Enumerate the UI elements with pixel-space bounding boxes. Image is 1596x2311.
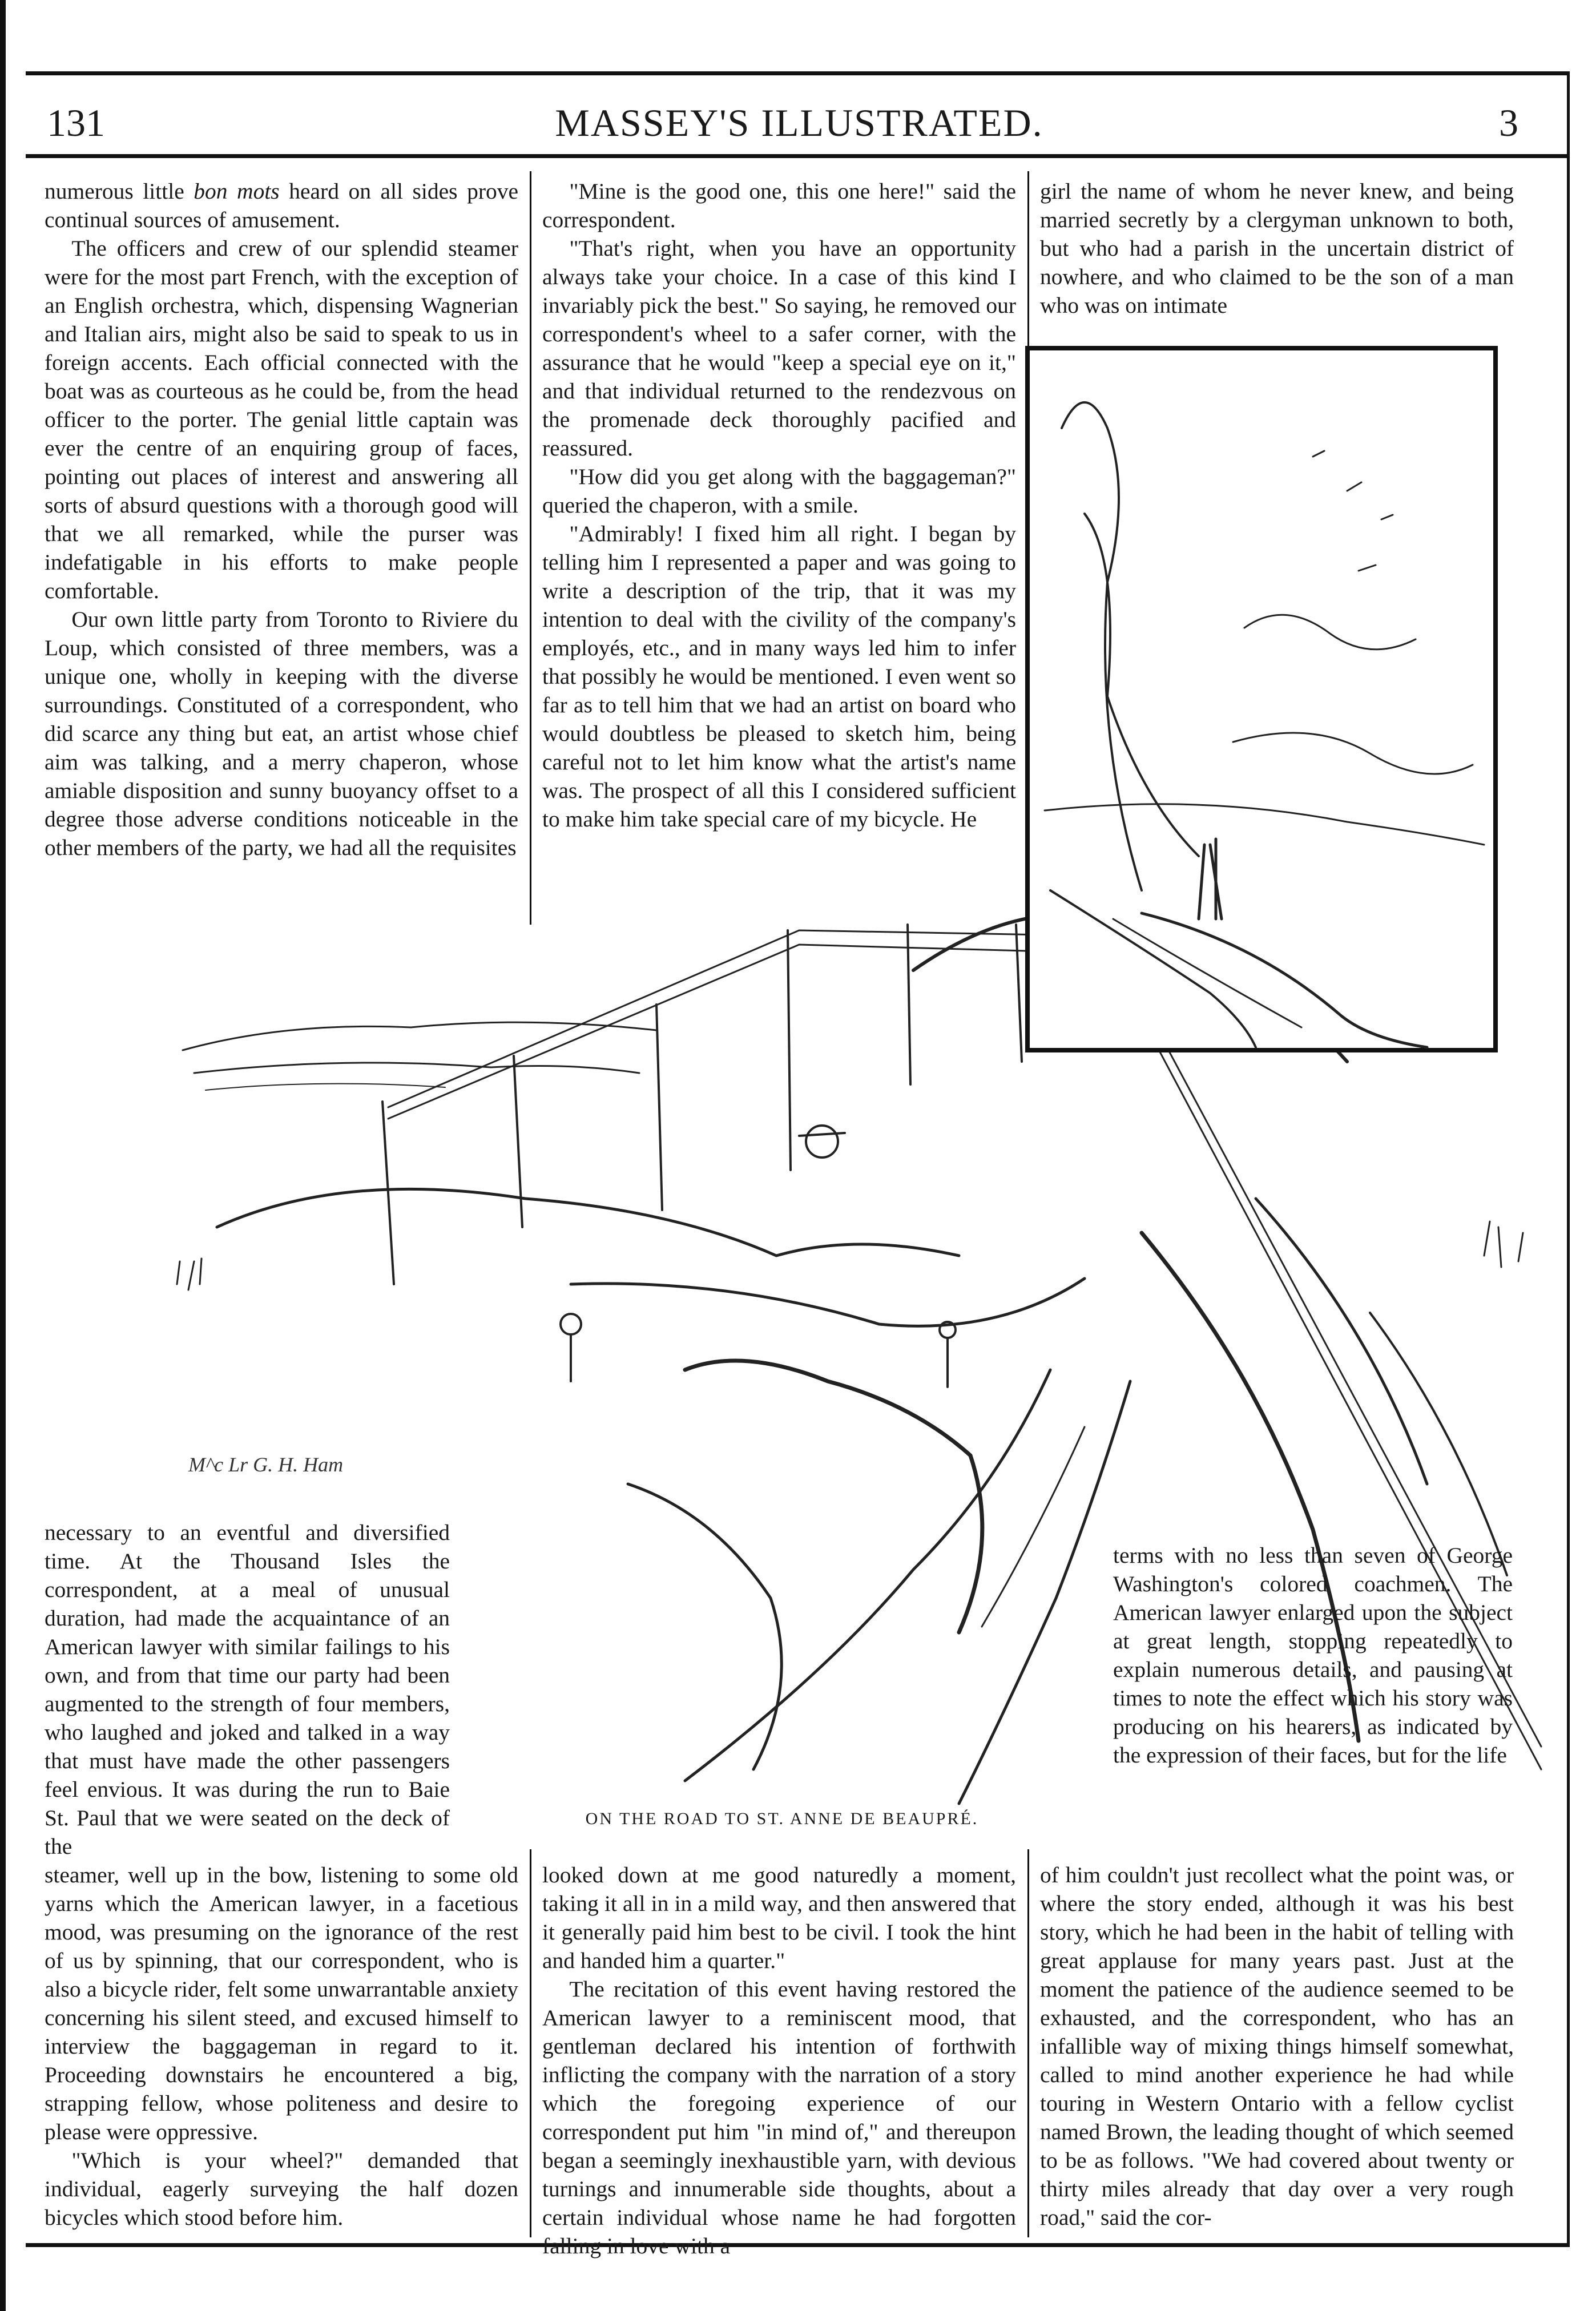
page-number-left: 131 xyxy=(47,101,105,144)
left-border xyxy=(0,0,6,2311)
text: heard on all sides prove continual sources of amusement. xyxy=(45,179,519,232)
artist-signature: M^c Lr G. H. Ham xyxy=(188,1453,344,1476)
paragraph: The recitation of this event having restored the American lawyer to a reminiscent mood, that gentleman declared his intention of forthwith inflicting the company with the narration of a story which the foregoing experience of our correspondent put him "in mind of," and thereupon began a seemingly inexhaustible yarn, with devious turnings and innumerable side thoughts, about a certain individual whose name he had forgotten falling in love with a xyxy=(542,1977,1016,2258)
article-column-3-bottom xyxy=(1040,1861,1514,2232)
page-number-right: 3 xyxy=(1499,101,1518,144)
article-column-3-mid xyxy=(1113,1541,1513,1769)
paragraph: "Admirably! I fixed him all right. I began by telling him I represented a paper and was going to write a description of the trip, that it was my intention to deal with the civility of the company's employés, etc., and in many ways led him to infer that possibly he would be mentioned. I even went so far as to tell him that we had an artist on board who would doubtless be pleased to sketch him, being careful not to let him know what the artist's name was. The prospect of all this I considered sufficient to make him take special care of my bicycle. He xyxy=(542,521,1016,832)
paragraph xyxy=(45,177,518,234)
article-column-3-top xyxy=(1040,177,1514,320)
paragraph: Our own little party from Toronto to Riviere du Loup, which consisted of three members, was a unique one, wholly in keeping with the diverse surroundings. Constituted of a correspondent, who did scarce any thing but eat, an artist whose chief aim was talking, and a merry chaperon, whose amiable disposition and sunny buoyancy offset to a degree those adverse conditions noticeable in the other members of the party, we had all the requisites xyxy=(45,607,518,860)
text: numerous little xyxy=(45,179,194,204)
paragraph: The officers and crew of our splendid steamer were for the most part French, with the exception of an English orchestra, which, dispensing Wagnerian and Italian airs, might also be said to speak to us in foreign accents. Each official connected with the boat was as courteous as he could be, from the head officer to the porter. The genial little captain was ever the centre of an enquiring group of faces, pointing out places of interest and answering all sorts of absurd questions with a thorough good will that we all remarked, while the purser was indefatigable in his efforts to make people comfortable. xyxy=(45,236,518,603)
article-column-1-mid xyxy=(45,1518,450,1861)
column-divider-1-bottom xyxy=(530,1849,531,2237)
article-column-1-bottom xyxy=(45,1861,518,2232)
paragraph: "How did you get along with the baggageman?" queried the chaperon, with a smile. xyxy=(542,464,1016,518)
paragraph: "That's right, when you have an opportunity always take your choice. In a case of this kind I invariably pick the best." So saying, he removed our correspondent's wheel to a safer corner, with the assurance that he would "keep a special eye on it," and that individual returned to the rendezvous on the promenade deck thoroughly pacified and reassured. xyxy=(542,236,1016,461)
masthead-title: MASSEY'S ILLUSTRATED. xyxy=(555,101,1043,144)
paragraph: steamer, well up in the bow, listening to some old yarns which the American lawyer, in a facetious mood, was presuming on the ignorance of the rest of us by spinning, that our correspondent, who is also a bicycle rider, felt some unwarrantable anxiety concerning his silent steed, and excused himself to interview the baggageman in regard to it. Proceeding downstairs he encountered a big, strapping fellow, whose politeness and desire to please were oppressive. xyxy=(45,1862,518,2144)
right-border xyxy=(1567,71,1570,2247)
paragraph: girl the name of whom he never knew, and being married secretly by a clergyman unknown to both, but who had a parish in the uncertain district of nowhere, and who claimed to be the son of a man who was on intimate xyxy=(1040,179,1514,318)
article-column-2-bottom xyxy=(542,1861,1016,2260)
paragraph: "Mine is the good one, this one here!" said the correspondent. xyxy=(542,179,1016,232)
column-divider-2-bottom xyxy=(1027,1849,1029,2237)
paragraph: terms with no less than seven of George Washington's colored coachmen. The American lawyer enlarged upon the subject at great length, stopping repeatedly to explain numerous details, and pausing at times to note the effect which his story was producing on his hearers, as indicated by the expression of their faces, but for the life xyxy=(1113,1543,1513,1768)
illustration-caption: ON THE ROAD TO ST. ANNE DE BEAUPRÉ. xyxy=(585,1809,979,1828)
top-rule xyxy=(26,71,1567,75)
italic-phrase: bon mots xyxy=(194,179,280,204)
paragraph: of him couldn't just recollect what the point was, or where the story ended, although it was his best story, which he had been in the habit of telling with great applause for many years past. Just at the moment the patience of the audience seemed to be exhausted, and the correspondent, who has an infallible way of mixing things himself somewhat, called to mind another experience he had while touring in Western Ontario with a fellow cyclist named Brown, the leading thought of which seemed to be as follows. "We had covered about twenty or thirty miles already that day over a very rough road," said the cor- xyxy=(1040,1862,1514,2230)
paragraph: looked down at me good naturedly a moment, taking it all in in a mild way, and then answered that it generally paid him best to be civil. I took the hint and handed him a quarter." xyxy=(542,1862,1016,1973)
header-rule xyxy=(26,154,1567,158)
paragraph: necessary to an eventful and diversified time. At the Thousand Isles the correspondent, at a meal of unusual duration, had made the acquaintance of an American lawyer with similar failings to his own, and from that time our party had been augmented to the strength of four members, who laughed and joked and talked in a way that must have made the other passengers feel envious. It was during the run to Baie St. Paul that we were seated on the deck of the xyxy=(45,1520,450,1859)
paragraph: "Which is your wheel?" demanded that individual, eagerly surveying the half dozen bicycles which stood before him. xyxy=(45,2148,518,2230)
